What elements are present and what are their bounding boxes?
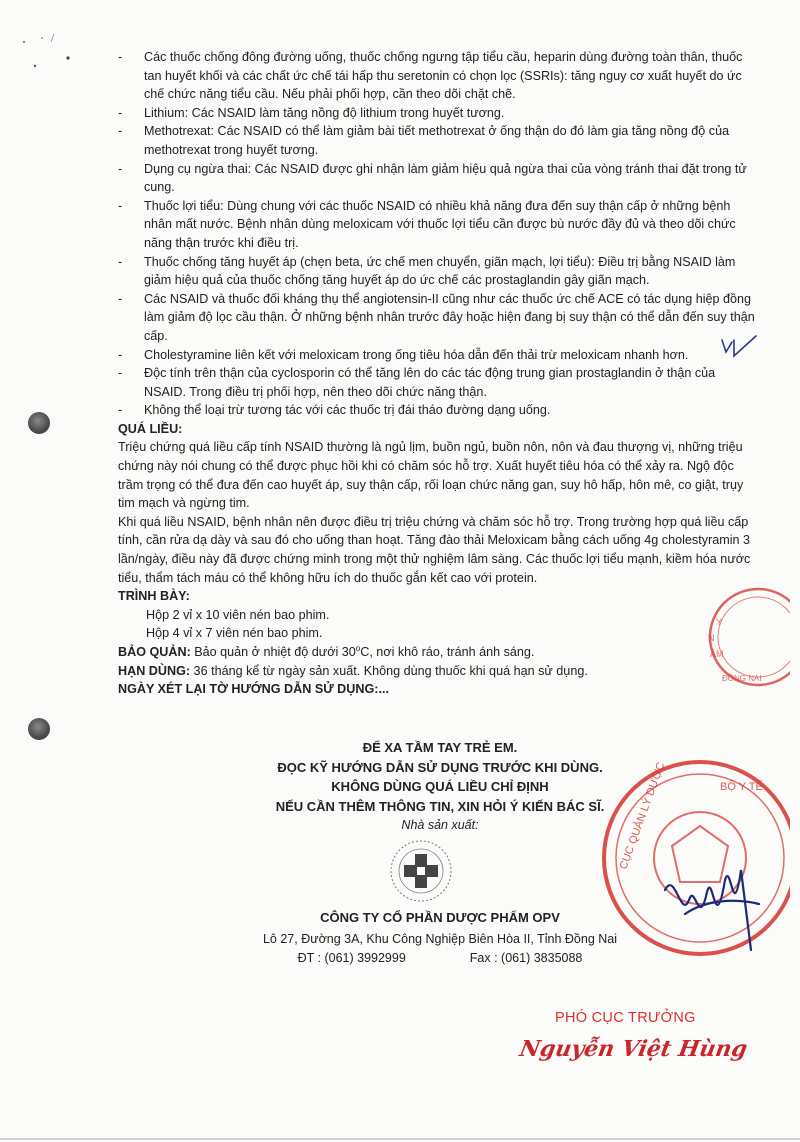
list-item: - Các NSAID và thuốc đối kháng thụ thể angiotensin-II cũng như các thuốc ức chế ACE có tác dụng hiệp đồng làm giảm độ lọc cầu thận. Ở những bệnh nhân trước đây hoặc hiện đang bị suy thận có thể dẫn đến suy thận cấp.	[118, 291, 755, 343]
list-item: - Không thể loại trừ tương tác với các thuốc trị đái tháo đường dạng uống.	[118, 403, 551, 418]
signatory-title: PHÓ CỤC TRƯỞNG	[555, 1010, 696, 1026]
interaction-text: Thuốc lợi tiểu: Dùng chung với các thuốc NSAID có nhiều khả năng đưa đến suy thận cấp ở những bệnh nhân mất nước. Bệnh nhân dùng meloxicam với thuốc lợi tiểu cần được bù nước đầy đủ và theo dõi chức năng thận trước khi điều trị.	[144, 198, 736, 250]
expiry-line	[118, 662, 758, 681]
company-name: CÔNG TY CỔ PHẦN DƯỢC PHẨM OPV	[320, 910, 560, 925]
list-item: - Thuốc chống tăng huyết áp (chẹn beta, ức chế men chuyển, giãn mạch, lợi tiểu): Điều trị bằng NSAID làm giảm hiệu quả của thuốc chống tăng huyết áp do ức chế các prostaglandin gây giãn mạch.	[118, 254, 736, 288]
list-item: - Dụng cụ ngừa thai: Các NSAID được ghi nhận làm giảm hiệu quả ngừa thai của vòng tránh thai đặt trong tử cung.	[118, 161, 747, 195]
presentation-item: Hộp 2 vỉ x 10 viên nén bao phim.	[146, 607, 330, 622]
presentation-item: Hộp 4 vỉ x 7 viên nén bao phim.	[146, 626, 323, 641]
svg-text:Y: Y	[716, 617, 723, 627]
svg-text:N: N	[708, 633, 715, 643]
signatory-name: Nguyễn Việt Hùng	[517, 1036, 750, 1062]
degree-sup: o	[355, 643, 361, 653]
company-fax: Fax : (061) 3835088	[469, 951, 583, 965]
svg-text:ĐỒNG NAI: ĐỒNG NAI	[722, 674, 762, 683]
interaction-text: Cholestyramine liên kết với meloxicam trong ống tiêu hóa dẫn đến thải trừ meloxicam nhanh hơn.	[144, 347, 689, 362]
interaction-text: Các thuốc chống đông đường uống, thuốc chống ngưng tập tiểu cầu, heparin dùng đường toàn thân, thuốc tan huyết khối và các chất ức chế tái hấp thu seretonin có chọn lọc (SSRIs): tăng nguy cơ xuất huyết do ức chế chức năng tiểu cầu. Nếu phải phối hợp, cần theo dõi chặt chẽ.	[144, 50, 743, 102]
manufacturer-label: Nhà sản xuất:	[401, 818, 479, 832]
interaction-text: Methotrexat: Các NSAID có thể làm giảm bài tiết methotrexat ở ống thận do đó làm gia tăng nồng độ của methotrexat trong huyết tương.	[144, 124, 730, 157]
review-date: NGÀY XÉT LẠI TỜ HƯỚNG DẪN SỬ DỤNG:...	[118, 682, 389, 697]
document-body	[118, 48, 758, 699]
list-item: - Methotrexat: Các NSAID có thể làm giảm bài tiết methotrexat ở ống thận do đó làm gia tăng nồng độ của methotrexat trong huyết tương.	[118, 124, 730, 157]
storage-line	[118, 643, 758, 662]
punch-hole-bottom	[28, 718, 50, 740]
expiry-label: HẠN DÙNG:	[118, 663, 191, 678]
overdose-heading: QUÁ LIỀU:	[118, 421, 183, 436]
red-stamp-partial	[680, 585, 790, 695]
storage-text-after: C, nơi khô ráo, tránh ánh sáng.	[360, 645, 535, 659]
interaction-text: Độc tính trên thận của cyclosporin có thể tăng lên do các tác động trung gian prostaglandin ở thận của NSAID. Trong điều trị phối hợp, nên theo dõi chức năng thận.	[144, 366, 716, 399]
handwritten-check-icon	[718, 334, 760, 360]
overdose-paragraph: Triệu chứng quá liều cấp tính NSAID thường là ngủ lịm, buồn ngủ, buồn nôn, nôn và đau thượng vị, những triệu chứng này nói chung có thể được phục hồi khi có chăm sóc hỗ trợ. Xuất huyết tiêu hóa có thể xảy ra. Ngộ độc trầm trọng có thể đưa đến cao huyết áp, suy thận cấp, rối loạn chức năng gan, suy hô hấp, hôn mê, co giật, trụy tim mạch và ngừng tim.	[118, 440, 744, 511]
interaction-text: Các NSAID và thuốc đối kháng thụ thể angiotensin-II cũng như các thuốc ức chế ACE có tác dụng hiệp đồng làm giảm độ lọc cầu thận. Ở những bệnh nhân trước đây hoặc hiện đang bị suy thận có thể dẫn đến suy thận cấp.	[144, 291, 755, 343]
svg-text:ÂM: ÂM	[710, 649, 724, 659]
interaction-text: Dụng cụ ngừa thai: Các NSAID được ghi nhận làm giảm hiệu quả ngừa thai của vòng tránh thai đặt trong tử cung.	[144, 161, 747, 195]
warning-line: ĐỌC KỸ HƯỚNG DẪN SỬ DỤNG TRƯỚC KHI DÙNG.	[277, 759, 603, 775]
company-phone: ĐT : (061) 3992999	[297, 951, 406, 965]
interaction-text: Thuốc chống tăng huyết áp (chẹn beta, ức chế men chuyển, giãn mạch, lợi tiểu): Điều trị bằng NSAID làm giảm hiệu quả của thuốc chống tăng huyết áp do ức chế các prostaglandin gây giãn mạch.	[144, 254, 736, 288]
overdose-paragraph: Khi quá liều NSAID, bệnh nhân nên được điều trị triệu chứng và chăm sóc hỗ trợ. Trong trường hợp quá liều cấp tính, cần rửa dạ dày và sau đó cho uống than hoạt. Tăng đào thải Meloxicam bằng cách uống 4g cholestyramin 3 lần/ngày, điều này đã được chứng minh trong một thử nghiệm lâm sàng. Các thuốc lợi tiểu mạnh, kiềm hóa nước tiểu, thẩm tách máu có thể không hữu ích do thuốc gắn kết cao với protein.	[118, 514, 751, 585]
warning-line: ĐỂ XA TẦM TAY TRẺ EM.	[362, 740, 518, 755]
storage-label: BẢO QUẢN:	[118, 645, 191, 659]
expiry-text: 36 tháng kể từ ngày sản xuất. Không dùng thuốc khi quá hạn sử dụng.	[190, 663, 588, 678]
warning-line: KHÔNG DÙNG QUÁ LIỀU CHỈ ĐỊNH	[331, 779, 549, 794]
list-item: - Cholestyramine liên kết với meloxicam trong ống tiêu hóa dẫn đến thải trừ meloxicam nhanh hơn.	[118, 347, 689, 362]
company-logo-icon	[388, 838, 454, 904]
presentation-heading: TRÌNH BÀY:	[118, 589, 190, 604]
handwritten-signature-icon	[655, 830, 765, 960]
list-item: - Độc tính trên thận của cyclosporin có thể tăng lên do các tác động trung gian prostaglandin ở thận của NSAID. Trong điều trị phối hợp, nên theo dõi chức năng thận.	[118, 366, 716, 399]
punch-hole-top	[28, 412, 50, 434]
list-item: - Thuốc lợi tiểu: Dùng chung với các thuốc NSAID có nhiều khả năng đưa đến suy thận cấp ở những bệnh nhân mất nước. Bệnh nhân dùng meloxicam với thuốc lợi tiểu cần được bù nước đầy đủ và theo dõi chức năng thận trước khi điều trị.	[118, 198, 736, 250]
list-item: - Lithium: Các NSAID làm tăng nồng độ lithium trong huyết tương.	[118, 105, 505, 120]
company-address: Lô 27, Đường 3A, Khu Công Nghiệp Biên Hòa II, Tỉnh Đồng Nai	[262, 932, 618, 946]
page-edge	[0, 1138, 800, 1140]
storage-text: Bảo quản ở nhiệt độ dưới 30	[190, 645, 356, 659]
paper-specks	[20, 34, 80, 74]
svg-text:CỤC QUẢN LÝ DƯỢC: CỤC QUẢN LÝ DƯỢC	[617, 760, 668, 872]
interaction-text: Không thể loại trừ tương tác với các thuốc trị đái tháo đường dạng uống.	[144, 403, 551, 418]
interaction-text: Lithium: Các NSAID làm tăng nồng độ lithium trong huyết tương.	[144, 105, 505, 120]
warning-line: NẾU CẦN THÊM THÔNG TIN, XIN HỎI Ý KIẾN BÁC SĨ.	[275, 798, 605, 814]
svg-text:BỘ Y TẾ: BỘ Y TẾ	[720, 781, 763, 793]
list-item: - Các thuốc chống đông đường uống, thuốc chống ngưng tập tiểu cầu, heparin dùng đường toàn thân, thuốc tan huyết khối và các chất ức chế tái hấp thu seretonin có chọn lọc (SSRIs): tăng nguy cơ xuất huyết do ức chế chức năng tiểu cầu. Nếu phải phối hợp, cần theo dõi chặt chẽ.	[118, 50, 743, 102]
